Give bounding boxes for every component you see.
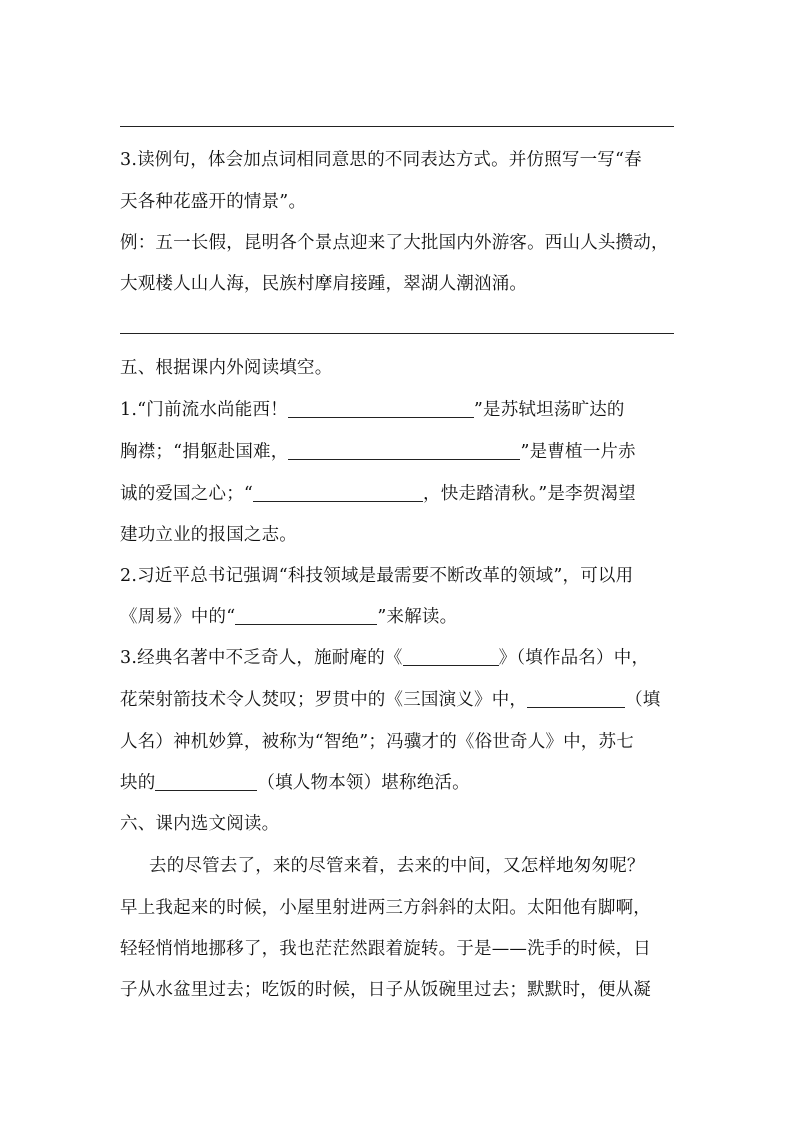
s5-item1-line-3 (120, 482, 680, 506)
s5-item3-line-2 (120, 688, 680, 712)
fill-blank[interactable] (288, 441, 520, 460)
text: 诚的爱国之心；“ (120, 484, 254, 504)
fill-blank[interactable] (253, 483, 423, 502)
s5-item1-line-2 (120, 440, 680, 464)
text: 块的 (120, 773, 156, 793)
text: （填人物本领）堪称绝活。 (257, 773, 470, 793)
passage-line-1: 去的尽管去了，来的尽管来着，去来的中间，又怎样地匆匆呢？ (149, 856, 645, 876)
q3-prompt-line-1: 3.读例句，体会加点词相同意思的不同表达方式。并仿照写一写“春 (120, 150, 642, 170)
text: （填 (625, 690, 661, 710)
text: 《周易》中的“ (120, 607, 236, 627)
s5-item2-line-1: 2.习近平总书记强调“科技领域是最需要不断改革的领域”，可以用 (120, 566, 634, 586)
s5-item3-line-4 (120, 771, 680, 795)
text: ”是苏轼坦荡旷达的 (473, 400, 625, 420)
s5-item3-line-1 (120, 646, 680, 670)
text: ”来解读。 (377, 607, 458, 627)
passage-line-2: 早上我起来的时候，小屋里射进两三方斜斜的太阳。太阳他有脚啊， (120, 898, 651, 918)
s5-item2-line-2 (120, 605, 680, 629)
answer-line[interactable] (120, 333, 674, 334)
text: ”是曹植一片赤 (520, 442, 636, 462)
fill-blank[interactable] (527, 689, 625, 708)
q3-example-line-2: 大观楼人山人海，民族村摩肩接踵，翠湖人潮汹涌。 (120, 274, 528, 294)
passage-line-3: 轻轻悄悄地挪移了，我也茫茫然跟着旋转。于是——洗手的时候，日 (120, 939, 651, 959)
fill-blank[interactable] (403, 647, 499, 666)
fill-blank[interactable] (235, 606, 377, 625)
s5-item3-line-3: 人名）神机妙算，被称为“智绝”；冯骥才的《俗世奇人》中，苏七 (120, 732, 634, 752)
fill-blank[interactable] (155, 772, 257, 791)
s5-item1-line-4: 建功立业的报国之志。 (120, 525, 297, 545)
section6-title: 六、课内选文阅读。 (120, 814, 280, 834)
q3-prompt-line-2: 天各种花盛开的情景”。 (120, 192, 307, 212)
passage-line-4: 子从水盆里过去；吃饭的时候，日子从饭碗里过去；默默时，便从凝 (120, 980, 651, 1000)
text: 花荣射箭技术令人焚叹；罗贯中的《三国演义》中， (120, 690, 528, 710)
section5-title: 五、根据课内外阅读填空。 (120, 358, 333, 378)
q3-example-line-1: 例：五一长假，昆明各个景点迎来了大批国内外游客。西山人头攒动， (120, 233, 669, 253)
answer-line[interactable] (120, 126, 674, 127)
text: 3.经典名著中不乏奇人，施耐庵的《 (120, 648, 403, 668)
text: 》（填作品名）中， (498, 648, 650, 668)
text: 胸襟；“捐躯赴国难， (120, 442, 289, 462)
fill-blank[interactable] (288, 399, 474, 418)
s5-item1-line-1 (120, 398, 680, 422)
text: ，快走踏清秋。”是李贺渴望 (423, 484, 636, 504)
text: 1.“门前流水尚能西！ (120, 400, 288, 420)
